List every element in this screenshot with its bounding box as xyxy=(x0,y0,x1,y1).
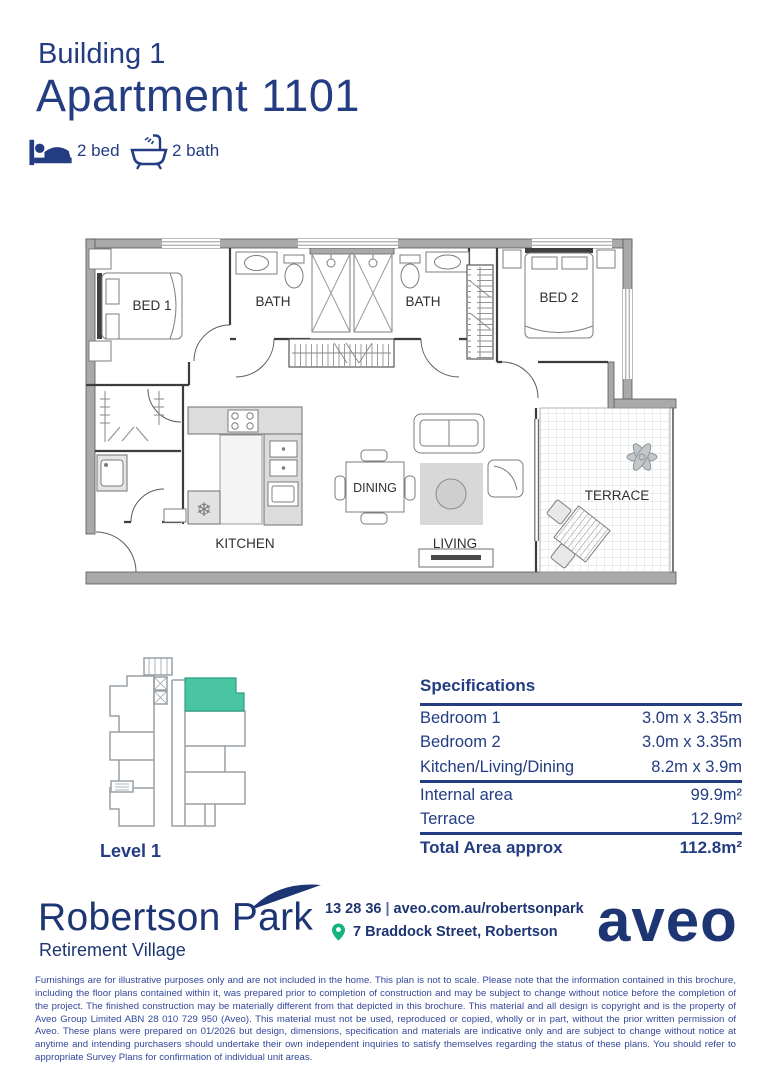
spec-value: 3.0m x 3.35m xyxy=(642,733,742,752)
building-title: Building 1 xyxy=(38,38,166,70)
room-label-living: LIVING xyxy=(432,536,478,551)
building-keyplan xyxy=(97,654,257,839)
floorplan xyxy=(84,229,684,589)
address-line xyxy=(332,923,558,941)
spec-row xyxy=(420,755,742,780)
village-name: Robertson Park xyxy=(38,896,314,939)
room-label-bath2: BATH xyxy=(405,294,441,309)
spec-row xyxy=(420,807,742,832)
sliding-door xyxy=(535,419,539,541)
room-label-bed2: BED 2 xyxy=(539,290,579,305)
bed-count-label: 2 bed xyxy=(77,141,120,160)
level-label: Level 1 xyxy=(100,841,162,861)
street-address: 7 Braddock Street, Robertson xyxy=(353,924,558,940)
page-title: Apartment 1101 xyxy=(36,70,360,121)
specifications-title: Specifications xyxy=(420,676,742,706)
room-label-kitchen: KITCHEN xyxy=(215,536,275,551)
specifications-table xyxy=(420,676,742,862)
freezer-snowflake-icon: ❄ xyxy=(196,500,212,521)
disclaimer-text: Furnishings are for illustrative purposes only and are not included in the home. This plan is not to scale. Please note that the information contained in this brochure, including the floor plans contained within it, was prepared prior to completion of construction and may be subject to change without notice before the completion of the project. The finished construction may be materially different from that depicted in this brochure. This material and all design is copyright and is the property of Aveo Group Limited ABN 28 010 729 950 (Aveo). This material must not be used, reproduced or copied, wholly or in part, without the prior written permission of Aveo. These plans were prepared on 01/2026 but design, dimensions, specification and materials are indicative only and are subject to change without notice at anytime and intending purchasers should undertake their own independent inquiries to satisfy themselves regarding the status of these plans. You should refer to appropriate Survey Plans for confirmation of individual unit areas. xyxy=(35,975,736,1064)
location-pin-icon xyxy=(332,923,345,941)
room-label-bath1: BATH xyxy=(255,294,291,309)
room-label-dining: DINING xyxy=(353,481,397,495)
spec-label: Terrace xyxy=(420,810,476,829)
bath-icon xyxy=(129,132,169,170)
spec-label: Kitchen/Living/Dining xyxy=(420,757,575,776)
plan-furniture xyxy=(89,248,670,572)
room-label-bed1: BED 1 xyxy=(132,298,172,313)
spec-row xyxy=(420,783,742,808)
spec-label: Internal area xyxy=(420,785,513,804)
contact-line xyxy=(325,901,584,917)
phone-number: 13 28 36 xyxy=(325,901,382,917)
room-label-terrace: TERRACE xyxy=(584,488,650,503)
village-subtitle: Retirement Village xyxy=(39,940,186,960)
separator: | xyxy=(385,901,390,917)
aveo-logo: aveo xyxy=(597,887,738,954)
spec-total-value: 112.8m² xyxy=(679,838,742,858)
spec-label: Bedroom 1 xyxy=(420,708,501,727)
bath-count-label: 2 bath xyxy=(172,141,220,160)
spec-value: 8.2m x 3.9m xyxy=(651,757,742,776)
spec-label: Bedroom 2 xyxy=(420,733,501,752)
highlighted-unit xyxy=(185,678,244,711)
spec-row xyxy=(420,731,742,756)
bed-icon xyxy=(28,137,74,167)
spec-value: 12.9m² xyxy=(690,810,742,829)
spec-total-row xyxy=(420,835,742,862)
website-url: aveo.com.au/robertsonpark xyxy=(393,901,584,917)
spec-row xyxy=(420,706,742,731)
spec-value: 3.0m x 3.35m xyxy=(642,708,742,727)
spec-total-label: Total Area approx xyxy=(420,838,563,858)
spec-value: 99.9m² xyxy=(690,785,742,804)
